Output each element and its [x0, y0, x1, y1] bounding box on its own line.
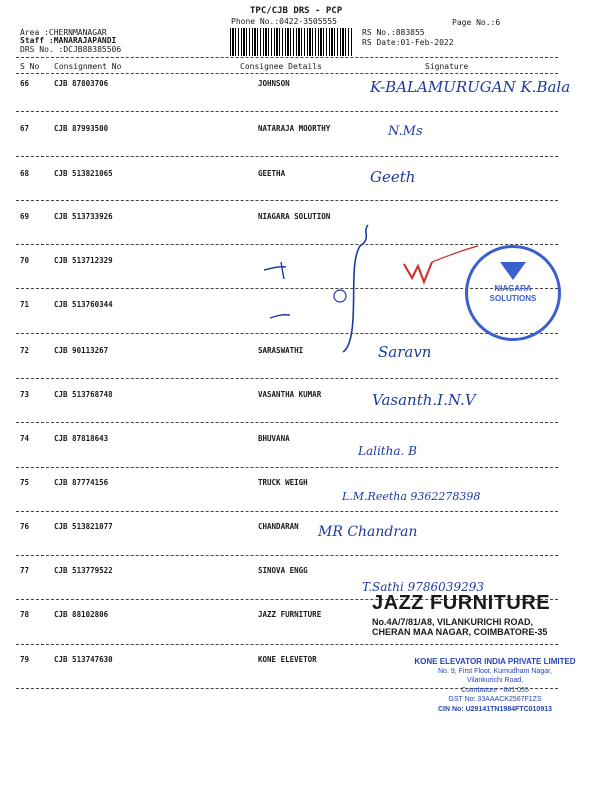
row-sno: 73	[20, 390, 30, 399]
area-label: Area :CHERNMANAGAR	[20, 28, 107, 37]
row-divider	[16, 244, 558, 245]
row-divider	[16, 644, 558, 645]
row-consignee: CHANDARAN	[258, 522, 299, 531]
row-signature: Vasanth.I.N.V	[372, 391, 476, 409]
drs-number: DRS No. :DCJB88385506	[20, 45, 122, 54]
row-consignment: CJB 513747630	[54, 655, 113, 664]
report-title: TPC/CJB DRS - PCP	[250, 6, 343, 16]
row-sno: 69	[20, 212, 30, 221]
row-sno: 66	[20, 79, 30, 88]
jazz-stamp-address2: CHERAN MAA NAGAR, COIMBATORE-35	[372, 627, 548, 637]
row-divider	[16, 156, 558, 157]
row-sno: 78	[20, 610, 30, 619]
jazz-stamp-address1: No.4A/7/81/A8, VILANKURICHI ROAD,	[372, 617, 534, 627]
row-signature: MR Chandran	[318, 524, 418, 540]
row-consignment: CJB 88102806	[54, 610, 109, 619]
row-sno: 76	[20, 522, 30, 531]
kone-stamp-address2: Vilankurichi Road,	[466, 677, 524, 684]
niagara-logo-icon	[500, 262, 526, 280]
barcode	[230, 28, 352, 56]
row-consignee: BHUVANA	[258, 434, 290, 443]
row-signature: Saravn	[378, 343, 432, 361]
row-consignee: SINOVA ENGG	[258, 566, 308, 575]
col-signature: Signature	[425, 62, 469, 71]
row-sno: 77	[20, 566, 30, 575]
row-divider	[16, 555, 558, 556]
row-signature: T.Sathi 9786039293	[362, 580, 484, 594]
row-consignee: JAZZ FURNITURE	[258, 610, 322, 619]
kone-stamp-name: KONE ELEVATOR INDIA PRIVATE LIMITED	[414, 657, 576, 666]
rs-number: RS No.:883855	[362, 28, 425, 37]
row-sno: 70	[20, 256, 30, 265]
kone-elevator-stamp	[390, 657, 600, 714]
row-consignment: CJB 87818643	[54, 434, 109, 443]
row-divider	[16, 467, 558, 468]
row-signature: Geeth	[370, 168, 416, 186]
row-sno: 68	[20, 169, 30, 178]
row-consignee: TRUCK WEIGH	[258, 478, 308, 487]
col-sno: S No	[20, 62, 40, 71]
row-consignment: CJB 513760344	[54, 300, 113, 309]
kone-stamp-cin: CIN No: U29141TN1984FTC010913	[438, 705, 552, 713]
row-sno: 79	[20, 655, 30, 664]
niagara-stamp	[465, 245, 561, 341]
header-divider	[16, 57, 558, 58]
row-consignee: JOHNSON	[258, 79, 290, 88]
row-consignee: SARASWATHI	[258, 346, 304, 355]
row-sno: 71	[20, 300, 30, 309]
jazz-furniture-stamp	[372, 592, 600, 637]
rs-date: RS Date:01-Feb-2022	[362, 38, 454, 47]
row-sno: 75	[20, 478, 30, 487]
row-signature: K-BALAMURUGAN K.Bala	[370, 78, 571, 96]
row-divider	[16, 111, 558, 112]
row-sno: 67	[20, 124, 30, 133]
page-number: Page No.:6	[452, 18, 501, 27]
row-consignee: NIAGARA SOLUTION	[258, 212, 331, 221]
col-consignment: Consignment No	[54, 62, 122, 71]
row-consignment: CJB 87774156	[54, 478, 109, 487]
row-consignment: CJB 513712329	[54, 256, 113, 265]
row-consignment: CJB 90113267	[54, 346, 109, 355]
row-consignment: CJB 87993500	[54, 124, 109, 133]
row-consignment: CJB 513733926	[54, 212, 113, 221]
row-consignment: CJB 513779522	[54, 566, 113, 575]
row-consignee: GEETHA	[258, 169, 286, 178]
row-consignment: CJB 513821065	[54, 169, 113, 178]
row-consignment: CJB 87803706	[54, 79, 109, 88]
row-signature: Lalitha. B	[358, 444, 417, 458]
jazz-stamp-name: JAZZ FURNITURE	[372, 592, 551, 614]
row-sno: 72	[20, 346, 30, 355]
niagara-stamp-text: NIAGARA SOLUTIONS	[489, 284, 537, 303]
row-divider	[16, 511, 558, 512]
row-divider	[16, 200, 558, 201]
row-signature: L.M.Reetha 9362278398	[342, 490, 481, 503]
header-divider-bottom	[16, 73, 558, 74]
row-sno: 74	[20, 434, 30, 443]
kone-stamp-address1: No. 9, First Floor, Kumudham Nagar,	[438, 667, 552, 675]
row-consignment: CJB 513768748	[54, 390, 113, 399]
row-divider	[16, 333, 558, 334]
row-consignment: CJB 513821077	[54, 522, 113, 531]
kone-stamp-address3: Coimbatore - 641 035	[461, 686, 529, 694]
row-signature: N.Ms	[388, 124, 423, 139]
row-consignee: NATARAJA MOORTHY	[258, 124, 331, 133]
row-consignee: KONE ELEVETOR	[258, 655, 317, 664]
row-consignee: VASANTHA KUMAR	[258, 390, 322, 399]
staff-label: Staff :MANARAJAPANDI	[20, 36, 117, 45]
col-consignee: Consignee Details	[240, 62, 322, 71]
phone-number: Phone No.:0422-3505555	[231, 17, 337, 26]
row-divider	[16, 422, 558, 423]
kone-stamp-gst: GST No: 33AAACK2567F1ZS	[448, 696, 542, 703]
row-divider	[16, 378, 558, 379]
